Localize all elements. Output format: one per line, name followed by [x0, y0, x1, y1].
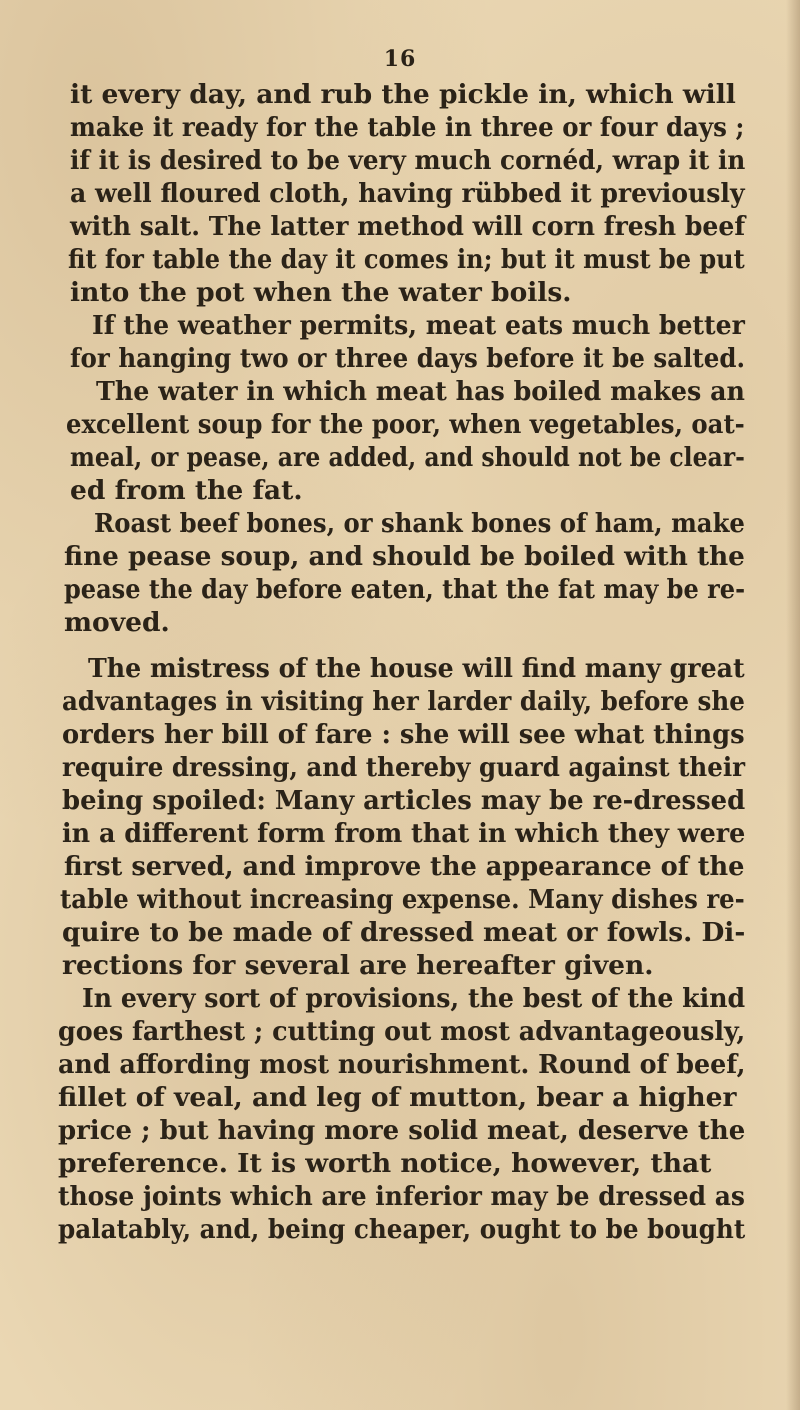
text-line: fillet of veal, and leg of mutton, bear a higher [58, 1082, 737, 1113]
text-line: goes farthest ; cutting out most advantageously, [58, 1016, 746, 1047]
text-line: for hanging two or three days before it be salted. [70, 343, 746, 374]
text-line: If the weather permits, meat eats much better [92, 310, 745, 341]
text-line: pease the day before eaten, that the fat may be re- [64, 574, 746, 605]
text-line: those joints which are inferior may be dressed as [58, 1181, 745, 1212]
text-line: excellent soup for the poor, when vegetables, oat- [66, 409, 745, 440]
text-line: being spoiled: Many articles may be re-dressed [62, 785, 746, 816]
text-line: The mistress of the house will find many great [88, 653, 745, 684]
text-line: a well floured cloth, having rübbed it previously [70, 178, 745, 209]
text-line: with salt. The latter method will corn fresh beef [70, 211, 746, 242]
text-line: it every day, and rub the pickle in, which will [70, 79, 736, 110]
text-line: The water in which meat has boiled makes an [96, 376, 745, 407]
text-line: price ; but having more solid meat, deserve the [58, 1115, 746, 1146]
text-line: preference. It is worth notice, however, that [58, 1148, 712, 1179]
text-line: in a different form from that in which they were [62, 818, 746, 849]
text-line: table without increasing expense. Many dishes re- [60, 884, 745, 915]
text-line: In every sort of provisions, the best of the kind [82, 983, 746, 1014]
text-line: ed from the fat. [70, 475, 303, 506]
text-line: meal, or pease, are added, and should not be clear- [70, 442, 745, 473]
text-line: require dressing, and thereby guard against their [62, 752, 746, 783]
text-line: moved. [64, 607, 170, 638]
text-line: if it is desired to be very much cornéd, wrap it in [70, 145, 746, 176]
text-line: fit for table the day it comes in; but it must be put [68, 244, 745, 275]
text-line: Roast beef bones, or shank bones of ham, make [94, 508, 745, 539]
text-line: fine pease soup, and should be boiled with the [64, 541, 745, 572]
text-line: into the pot when the water boils. [70, 277, 572, 308]
text-line: advantages in visiting her larder daily, before she [62, 686, 745, 717]
text-line: make it ready for the table in three or four days ; [70, 112, 745, 143]
text-line: first served, and improve the appearance of the [64, 851, 745, 882]
page-number: 16 [383, 46, 417, 72]
page-edge-shadow [786, 0, 800, 1410]
text-line: orders her bill of fare : she will see what things [62, 719, 745, 750]
text-line: palatably, and, being cheaper, ought to be bought [58, 1214, 746, 1245]
text-line: and affording most nourishment. Round of beef, [58, 1049, 746, 1080]
text-line: rections for several are hereafter given. [62, 950, 654, 981]
text-line: quire to be made of dressed meat or fowls. Di- [62, 917, 746, 948]
